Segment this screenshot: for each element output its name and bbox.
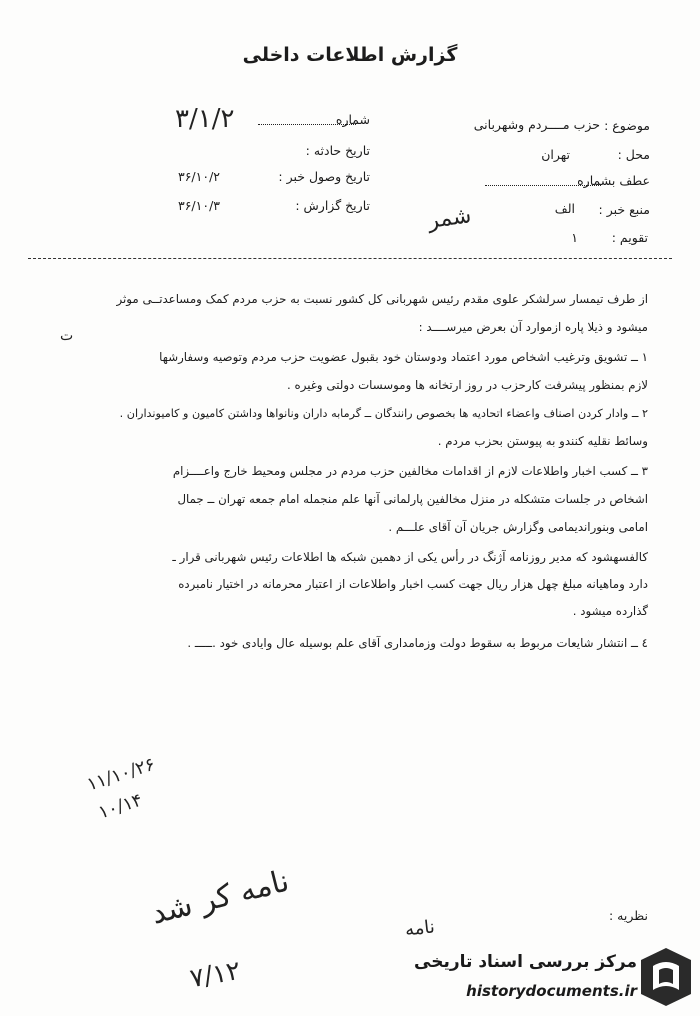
received-date-value: ۳۶/۱۰/۲	[178, 169, 220, 184]
number-dotted-line	[258, 124, 356, 125]
handwritten-signature: نامه کر شد	[147, 863, 293, 932]
handwritten-date-note: ۱۱/۱۰/۲۶	[84, 753, 158, 796]
body-line: ۲ ــ وادار کردن اصناف واعضاء اتحادیه ها بخصوص رانندگان ــ گرمابه داران ونانواها وداشتن کامیون و کامیونداران .	[119, 407, 648, 420]
body-line: میشود و ذیلا پاره ازموارد آن بعرض میرســــد :	[418, 320, 648, 334]
subject-value: حزب مــــردم وشهربانی	[473, 117, 600, 132]
handwritten-date-note: ۱۰/۱۴	[95, 789, 145, 824]
subject-label: موضوع :	[604, 118, 650, 133]
watermark-url: historydocuments.ir	[466, 982, 637, 1000]
report-number: ۳/۱/۲	[175, 104, 235, 134]
body-line: ۳ ــ کسب اخبار واطلاعات لازم از اقدامات مخالفین حزب مردم در مجلس ومحیط خارج واعــــزام	[172, 464, 648, 478]
evaluation-value: ۱	[571, 230, 578, 245]
margin-note: ت	[60, 328, 74, 344]
body-line: دارد وماهیانه مبلغ چهل هزار ریال جهت کسب اخبار واطلاعات از اعتبار محرمانه در اختیار نامبرده	[178, 577, 648, 591]
number-label: شماره	[335, 112, 370, 127]
source-label: منبع خبر :	[598, 202, 650, 217]
watermark-title: مرکز بررسی اسناد تاریخی	[414, 952, 637, 972]
source-value: الف	[554, 201, 575, 216]
report-date-label: تاریخ گزارش :	[295, 198, 370, 213]
report-date-value: ۳۶/۱۰/۳	[178, 198, 220, 213]
opinion-label: نظریه :	[609, 908, 648, 923]
ref-number-dotted-line	[485, 185, 601, 186]
report-title: گزارش اطلاعات داخلی	[242, 44, 458, 66]
received-date-label: تاریخ وصول خبر :	[278, 169, 370, 184]
body-line: لازم بمنظور پیشرفت کارحزب در روز ارتخانه ها وموسسات دولتی وغیره .	[287, 378, 648, 392]
opinion-signature: نامه	[403, 916, 436, 941]
place-value: تهران	[541, 147, 570, 162]
body-line: گذارده میشود .	[572, 604, 648, 618]
body-line: وسائط نقلیه کنندو به پیوستن بحزب مردم .	[437, 434, 648, 448]
body-line: اشخاص در جلسات متشکله در منزل مخالفین پارلمانی آنها علم منجمله امام جمعه تهران ــ جمال	[177, 492, 648, 506]
handwritten-stamp: شمر	[426, 203, 473, 234]
body-line: ٤ ــ انتشار شایعات مربوط به سقوط دولت وزمامداری آقای علم بوسیله عال وایادی خود .ـــــ .	[187, 636, 648, 650]
ref-number-label: عطف بشماره	[577, 173, 650, 188]
header-separator	[28, 258, 672, 259]
place-label: محل :	[617, 147, 650, 162]
archive-logo-icon	[639, 946, 693, 1008]
body-line: ۱ ــ تشویق وترغیب اشخاص مورد اعتماد ودوستان خود بقبول عضویت حزب مردم وتوصیه وسفارشها	[159, 350, 648, 364]
watermark-logo	[410, 944, 695, 1012]
body-line: امامی وبنوراندیمامی وگزارش جریان آن آقای علـــم .	[388, 520, 648, 534]
body-line: کالفسهشود که مدیر روزنامه آژنگ در رأس یکی از دهمین شبکه ها اطلاعات رئیس شهربانی قرار ـ	[172, 550, 648, 564]
incident-date-label: تاریخ حادثه :	[305, 143, 370, 158]
evaluation-label: تقویم :	[611, 230, 648, 245]
body-line: از طرف تیمسار سرلشکر علوی مقدم رئیس شهربانی کل کشور نسبت به حزب مردم کمک ومساعدتــی موثر	[116, 292, 648, 306]
handwritten-signature-number: ۷/۱۲	[187, 955, 243, 995]
